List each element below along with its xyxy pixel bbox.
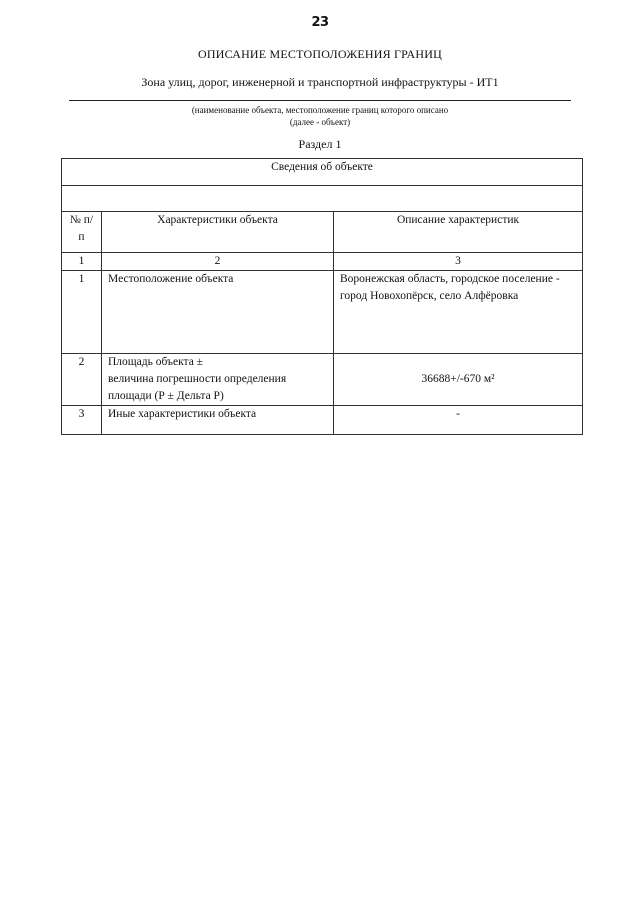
row-characteristic: Иные характеристики объекта (102, 406, 334, 435)
column-names-row (62, 212, 583, 253)
column-number-2: 2 (102, 253, 334, 271)
table-header: Сведения об объекте (62, 159, 583, 186)
object-name: Зона улиц, дорог, инженерной и транспортной инфраструктуры - ИТ1 (141, 75, 499, 89)
table-empty-row (62, 186, 583, 212)
object-name-caption-line1: (наименование объекта, местоположение границ которого описано (191, 105, 449, 115)
document-title: ОПИСАНИЕ МЕСТОПОЛОЖЕНИЯ ГРАНИЦ (198, 47, 442, 61)
column-header-characteristic: Характеристики объекта (102, 212, 334, 253)
table-row (62, 354, 583, 406)
object-name-underline (69, 100, 571, 101)
row-number: 3 (62, 406, 102, 435)
table-row (62, 271, 583, 354)
object-info-table (61, 158, 583, 435)
column-header-number: № п/п (62, 212, 102, 253)
page-number: 23 (311, 15, 329, 30)
column-number-1: 1 (62, 253, 102, 271)
column-number-3: 3 (334, 253, 583, 271)
row-characteristic: Местоположение объекта (102, 271, 334, 354)
row-description: Воронежская область, городское поселение - город Новохопёрск, село Алфёровка (334, 271, 583, 354)
column-header-description: Описание характеристик (334, 212, 583, 253)
section-title: Раздел 1 (298, 137, 342, 151)
row-characteristic (102, 354, 334, 406)
characteristic-line: величина погрешности определения (108, 373, 287, 385)
row-number: 1 (62, 271, 102, 354)
column-numbers-row (62, 253, 583, 271)
object-name-caption-line2: (далее - объект) (289, 117, 351, 127)
table-header-row (62, 159, 583, 186)
table-row (62, 406, 583, 435)
empty-cell (62, 186, 583, 212)
characteristic-line: Площадь объекта ± (108, 356, 203, 368)
row-description: - (334, 406, 583, 435)
row-description: 36688+/-670 м² (334, 354, 583, 406)
row-number: 2 (62, 354, 102, 406)
characteristic-line: площади (Р ± Дельта Р) (108, 390, 224, 402)
